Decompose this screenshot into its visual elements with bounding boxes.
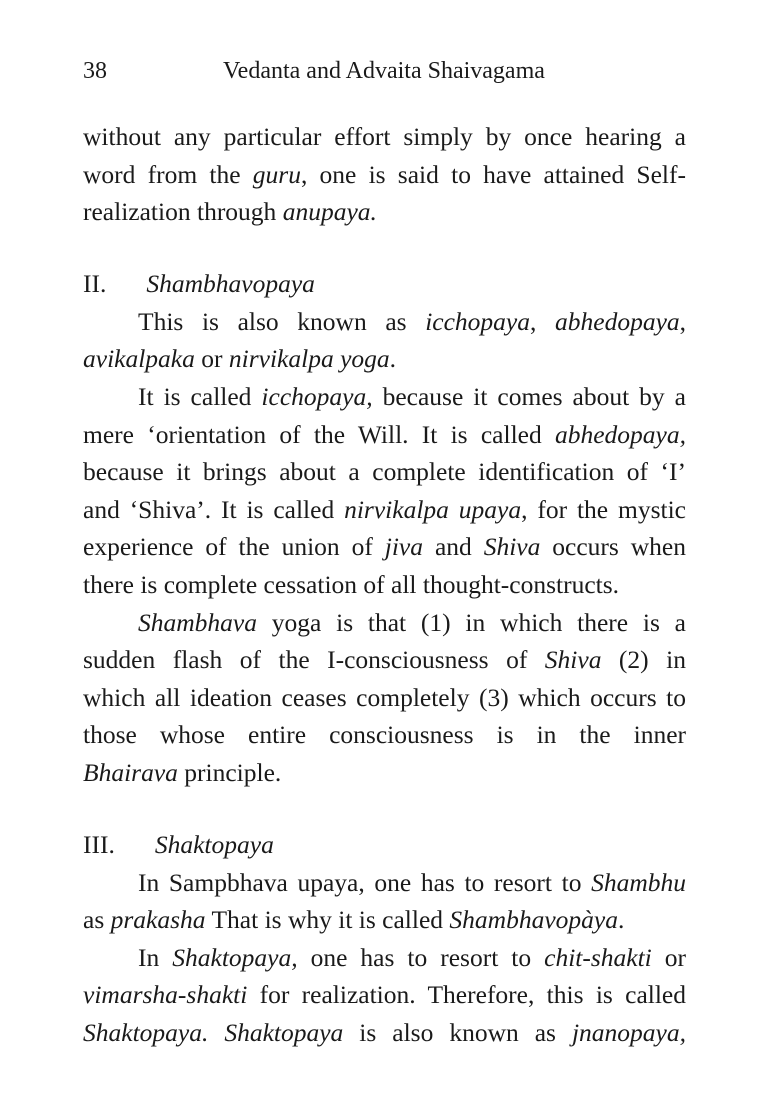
text-run: or [651, 942, 687, 972]
text-run: , [679, 306, 687, 336]
text-run: II. [83, 269, 107, 299]
italic-term: Shaktopaya. Shaktopaya [83, 1018, 344, 1048]
text-line [83, 754, 686, 792]
text-line [83, 641, 686, 679]
italic-term: Shambhava [138, 607, 257, 637]
italic-term: Shaktopaya [154, 830, 274, 860]
italic-term: anupaya. [282, 197, 377, 227]
text-line [83, 679, 686, 717]
text-run: word from the [83, 159, 253, 189]
text-run: principle. [177, 758, 282, 787]
running-title: Vedanta and Advaita Shaivagama [223, 58, 545, 84]
text-line [83, 193, 686, 231]
text-line [83, 118, 686, 156]
text-line [83, 453, 686, 491]
text-line [83, 716, 686, 754]
text-line [83, 378, 686, 416]
italic-term: nirvikalpa yoga [228, 344, 390, 374]
text-run: In [138, 942, 173, 972]
italic-term: prakasha [110, 905, 206, 935]
italic-term: jnanopaya, [571, 1018, 686, 1048]
text-run: This is also known as [138, 306, 426, 336]
text-run: experience of the union of [83, 532, 385, 562]
text-run: mere ‘orientation of the Will. It is called [83, 419, 555, 449]
text-run: sudden flash of the I-consciousness of [83, 645, 545, 675]
italic-term: Shiva [483, 532, 541, 562]
text-run: for realization. Therefore, this is called [247, 980, 686, 1010]
text-run: That is why it is called [205, 905, 450, 935]
text-run: because it brings about a complete identification of ‘I’ [83, 457, 686, 487]
italic-term: jiva [384, 532, 424, 562]
italic-term: nirvikalpa upaya [344, 494, 522, 524]
italic-term: icchopaya, [261, 382, 373, 412]
italic-term: avikalpaka [83, 344, 195, 374]
section-gap [83, 231, 686, 266]
text-run: those whose entire consciousness is in the inner [83, 720, 686, 750]
italic-term: guru [252, 159, 301, 189]
text-line [83, 901, 686, 939]
page-body-text [83, 118, 686, 1052]
text-line [83, 1014, 686, 1052]
italic-term: Shambhavopaya [146, 269, 315, 299]
text-line [83, 303, 686, 341]
text-run: without any particular effort simply by once hearing a [83, 122, 686, 151]
text-line [83, 340, 686, 378]
text-line [83, 528, 686, 566]
text-line [83, 491, 686, 529]
text-line [83, 156, 686, 194]
section-heading [83, 826, 686, 864]
text-run: realization through [83, 197, 283, 227]
section-heading [83, 265, 686, 303]
text-run: one has to resort to [297, 942, 545, 972]
text-line [83, 864, 686, 902]
text-run: It is called [138, 382, 262, 412]
italic-term: abhedopaya [555, 306, 680, 336]
text-run: and ‘Shiva’. It is called [83, 494, 345, 524]
text-run: which all ideation ceases completely (3) which occurs to [83, 682, 686, 712]
italic-term: Bhairava [83, 758, 178, 787]
italic-term: Shambhavopàya [449, 905, 618, 935]
text-run: III. [83, 830, 115, 860]
text-run: . [389, 344, 397, 374]
text-line [83, 976, 686, 1014]
text-run: or [194, 344, 229, 374]
section-gap [83, 792, 686, 827]
text-run: as [83, 905, 111, 935]
text-run: . [617, 905, 625, 935]
italic-term: Shaktopaya, [172, 942, 298, 972]
italic-term: vimarsha-shakti [83, 980, 248, 1010]
italic-term: icchopaya [425, 306, 530, 336]
text-run: and [423, 532, 484, 562]
italic-term: abhedopaya, [554, 419, 686, 449]
text-run: In Sampbhava upaya, one has to resort to [138, 867, 592, 897]
text-run: , one is said to have attained Self- [300, 159, 686, 189]
italic-term: Shiva [544, 645, 602, 675]
italic-term: Shambhu [591, 867, 686, 897]
text-run: is also known as [343, 1018, 572, 1048]
text-line [83, 939, 686, 977]
page-number: 38 [83, 58, 107, 84]
text-run: occurs when [540, 532, 686, 562]
text-run: because it comes about by a [372, 382, 686, 412]
text-run: there is complete cessation of all thought-constructs. [83, 570, 620, 600]
text-run: , [530, 306, 555, 336]
text-line [83, 416, 686, 454]
text-run: (2) in [601, 645, 686, 675]
text-run: yoga is that (1) in which there is a [256, 607, 686, 637]
italic-term: chit-shakti [544, 942, 652, 972]
text-run: , for the mystic [521, 494, 686, 524]
text-line [83, 566, 686, 604]
text-line [83, 604, 686, 642]
